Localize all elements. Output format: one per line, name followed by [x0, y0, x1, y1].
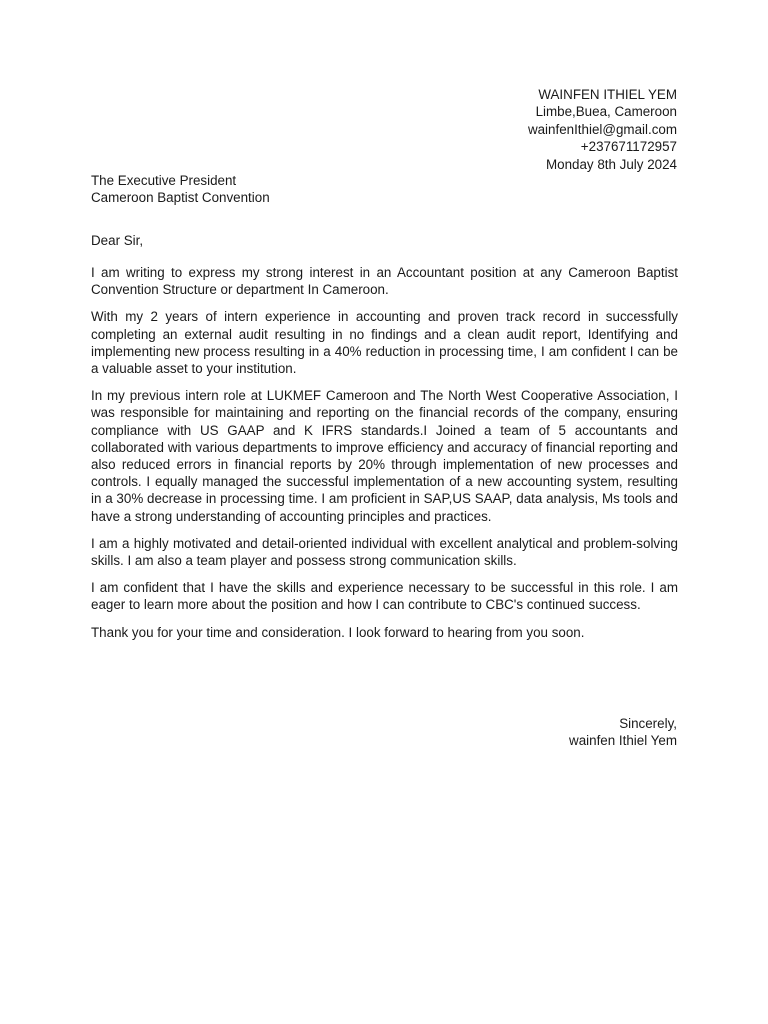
letter-body: [91, 264, 678, 651]
signature-name: wainfen Ithiel Yem: [569, 733, 677, 748]
sender-name: WAINFEN ITHIEL YEM: [538, 87, 677, 102]
paragraph-experience: With my 2 years of intern experience in accounting and proven track record in successfully completing an external audit resulting in no findings and a clean audit report, Identifying and implementing new process resulting in a 40% reduction in processing time, I am confident I can be a valuable asset to your institution.: [91, 309, 678, 377]
letter-date: Monday 8th July 2024: [545, 156, 677, 172]
salutation: Dear Sir,: [91, 233, 144, 248]
recipient-organization: Cameroon Baptist Convention: [91, 189, 270, 205]
sender-address: Limbe,Buea, Cameroon: [535, 104, 677, 120]
valediction: Sincerely,: [619, 716, 677, 731]
recipient-title: The Executive President: [91, 173, 237, 188]
paragraph-skills: I am a highly motivated and detail-oriented individual with excellent analytical and problem-solving skills. I am also a team player and possess strong communication skills.: [91, 535, 678, 569]
sender-email: wainfenIthiel@gmail.com: [527, 121, 677, 137]
paragraph-thanks: Thank you for your time and consideration. I look forward to hearing from you soon.: [91, 624, 585, 640]
recipient-block: [91, 173, 270, 207]
paragraph-intro: I am writing to express my strong interest in an Accountant position at any Cameroon Baptist Convention Structure or department In Cameroon.: [91, 265, 678, 298]
paragraph-previous-role: In my previous intern role at LUKMEF Cameroon and The North West Cooperative Association, I was responsible for maintaining and reporting on the financial records of the company, ensuring compliance with US GAAP and K IFRS standards.I Joined a team of 5 accountants and collaborated with various departments to improve efficiency and accuracy of financial reporting and also reduced errors in financial reports by 20% through implementation of new processes and controls. I equally managed the successful implementation of a new accounting system, resulting in a 30% decrease in processing time. I am proficient in SAP,US SAAP, data analysis, Ms tools and have a strong understanding of accounting principles and practices.: [91, 388, 678, 524]
sender-phone: +237671172957: [580, 139, 677, 155]
closing-block: [569, 715, 677, 749]
sender-block: [528, 86, 677, 173]
paragraph-confidence: I am confident that I have the skills and experience necessary to be successful in this role. I am eager to learn more about the position and how I can contribute to CBC's continued success.: [91, 580, 678, 613]
